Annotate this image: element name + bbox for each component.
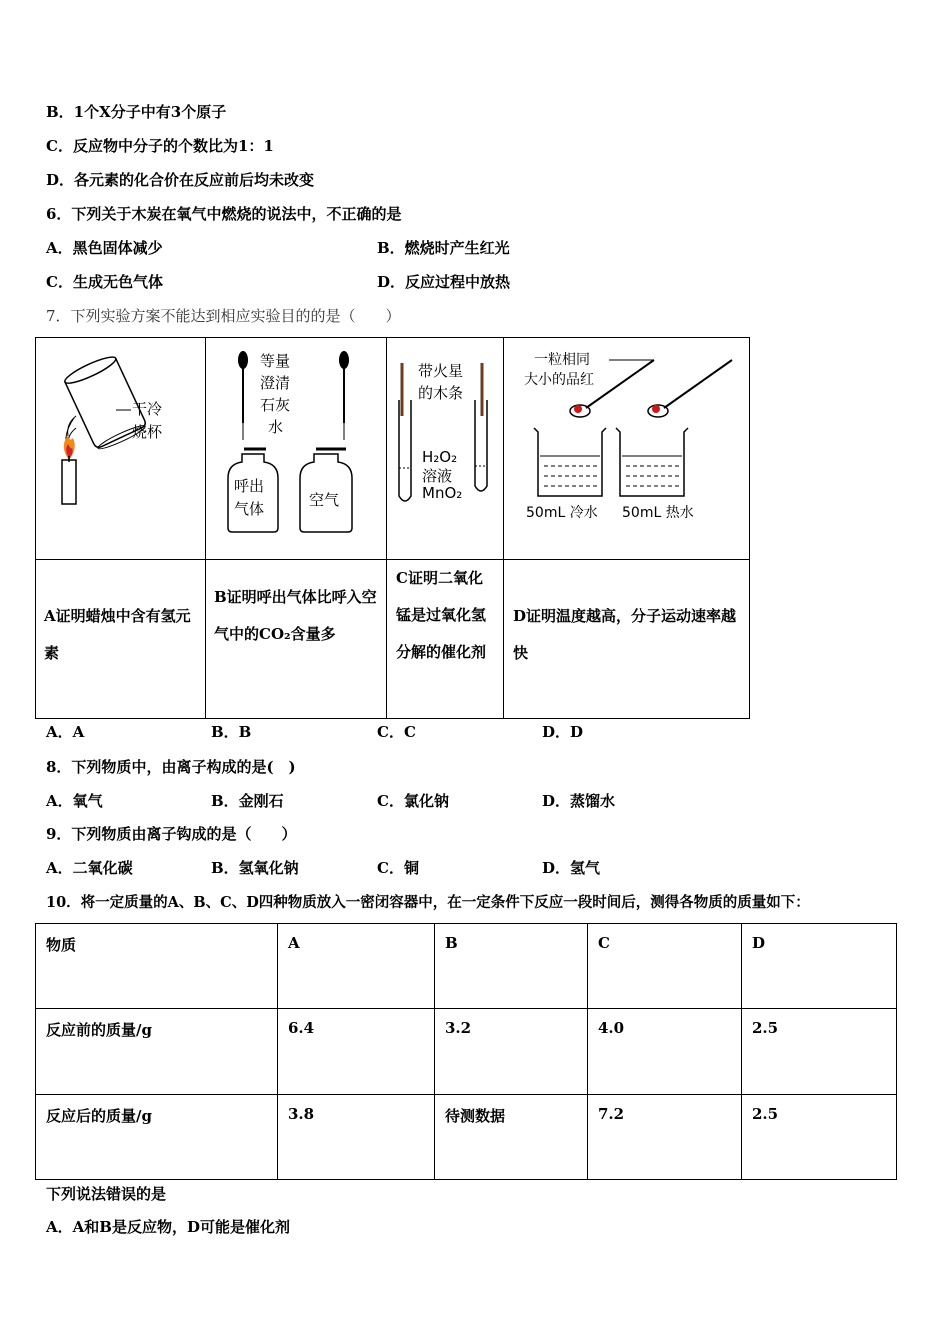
- table-cell: 3.8: [278, 1094, 435, 1179]
- fig-b-bottle1-b: 气体: [234, 500, 265, 518]
- fig-b-label-4: 水: [268, 418, 284, 436]
- header-cell: B: [435, 924, 588, 1009]
- table-cell: 7.2: [588, 1094, 742, 1179]
- fig-d-cold: 50mL 冷水: [526, 505, 598, 521]
- q9-option-c: C．铜: [377, 859, 419, 877]
- table-header-row: [36, 924, 897, 1009]
- after-table-text: 下列说法错误的是: [46, 1185, 167, 1203]
- header-cell: A: [278, 924, 435, 1009]
- q7-option-b: B．B: [211, 723, 252, 741]
- question-8: 8．下列物质中，由离子构成的是( ): [46, 758, 296, 776]
- fig-b-label-2: 澄清: [260, 374, 291, 392]
- q7-desc-d: D证明温度越高，分子运动速率越快: [513, 607, 737, 662]
- table-cell: 待测数据: [435, 1094, 588, 1179]
- q7-option-a: A．A: [46, 723, 85, 741]
- table-cell: 6.4: [278, 1009, 435, 1094]
- table-row: [36, 1009, 897, 1094]
- q6-option-d: D．反应过程中放热: [377, 273, 511, 291]
- q10-option-a: A．A和B是反应物，D可能是催化剂: [46, 1218, 290, 1236]
- fig-b-label-3: 石灰: [260, 396, 291, 414]
- option-b: B．1个X分子中有3个原子: [46, 103, 227, 121]
- q7-experiment-table: [35, 337, 750, 719]
- table-cell: 4.0: [588, 1009, 742, 1094]
- question-7: 7．下列实验方案不能达到相应实验目的的是（ ）: [46, 307, 401, 325]
- q8-option-d: D．蒸馏水: [542, 792, 616, 810]
- table-cell: 反应后的质量/g: [36, 1094, 278, 1179]
- q9-option-d: D．氢气: [542, 859, 601, 877]
- test-tubes-figure: [387, 338, 503, 559]
- header-cell: D: [742, 924, 897, 1009]
- fig-d-hot: 50mL 热水: [622, 505, 694, 521]
- q7-desc-c: C证明二氧化锰是过氧化氢分解的催化剂: [396, 569, 487, 661]
- fig-c-label-4: 溶液: [422, 467, 453, 485]
- q6-option-b: B．燃烧时产生红光: [377, 239, 510, 257]
- fig-d-label-2: 大小的品红: [524, 372, 594, 388]
- q7-desc-a: A证明蜡烛中含有氢元素: [44, 607, 191, 662]
- fig-b-bottle2: 空气: [309, 491, 340, 509]
- question-6: 6．下列关于木炭在氧气中燃烧的说法中，不正确的是: [46, 205, 402, 223]
- fig-c-label-2: 的木条: [418, 384, 464, 402]
- fig-b-bottle1-a: 呼出: [234, 477, 265, 495]
- table-cell: 2.5: [742, 1009, 897, 1094]
- q7-option-d: D．D: [542, 723, 584, 741]
- fig-a-label-2: 烧杯: [132, 423, 163, 441]
- q9-option-a: A．二氧化碳: [46, 859, 133, 877]
- fig-a-label-1: 干冷: [132, 400, 163, 418]
- q8-option-b: B．金刚石: [211, 792, 284, 810]
- fig-c-label-3: H₂O₂: [422, 448, 458, 466]
- fig-c-label-5: MnO₂: [422, 484, 463, 502]
- option-c: C．反应物中分子的个数比为1：1: [46, 137, 274, 155]
- table-cell: 2.5: [742, 1094, 897, 1179]
- q9-option-b: B．氢氧化钠: [211, 859, 299, 877]
- q7-desc-b: B证明呼出气体比呼入空气中的CO₂含量多: [214, 588, 377, 643]
- question-9: 9．下列物质由离子钩成的是（ ）: [46, 825, 297, 843]
- table-row: [36, 1094, 897, 1179]
- table-cell: 反应前的质量/g: [36, 1009, 278, 1094]
- header-cell: 物质: [36, 924, 278, 1009]
- q8-option-c: C．氯化钠: [377, 792, 449, 810]
- candle-beaker-figure: [36, 338, 205, 559]
- q6-option-c: C．生成无色气体: [46, 273, 163, 291]
- q7-option-c: C．C: [377, 723, 416, 741]
- spoons-beakers-figure: [504, 338, 749, 559]
- fig-b-label-1: 等量: [260, 352, 291, 370]
- table-cell: 3.2: [435, 1009, 588, 1094]
- header-cell: C: [588, 924, 742, 1009]
- q8-option-a: A．氧气: [46, 792, 103, 810]
- question-10: 10．将一定质量的A、B、C、D四种物质放入一密闭容器中，在一定条件下反应一段时间后，测得各物质的质量如下：: [46, 894, 810, 911]
- option-d: D．各元素的化合价在反应前后均未改变: [46, 171, 315, 189]
- q10-mass-table: [35, 923, 897, 1180]
- fig-d-label-1: 一粒相同: [534, 352, 590, 368]
- dropper-bottles-figure: [206, 338, 386, 559]
- q6-option-a: A．黑色固体减少: [46, 239, 163, 257]
- fig-c-label-1: 带火星: [418, 362, 464, 380]
